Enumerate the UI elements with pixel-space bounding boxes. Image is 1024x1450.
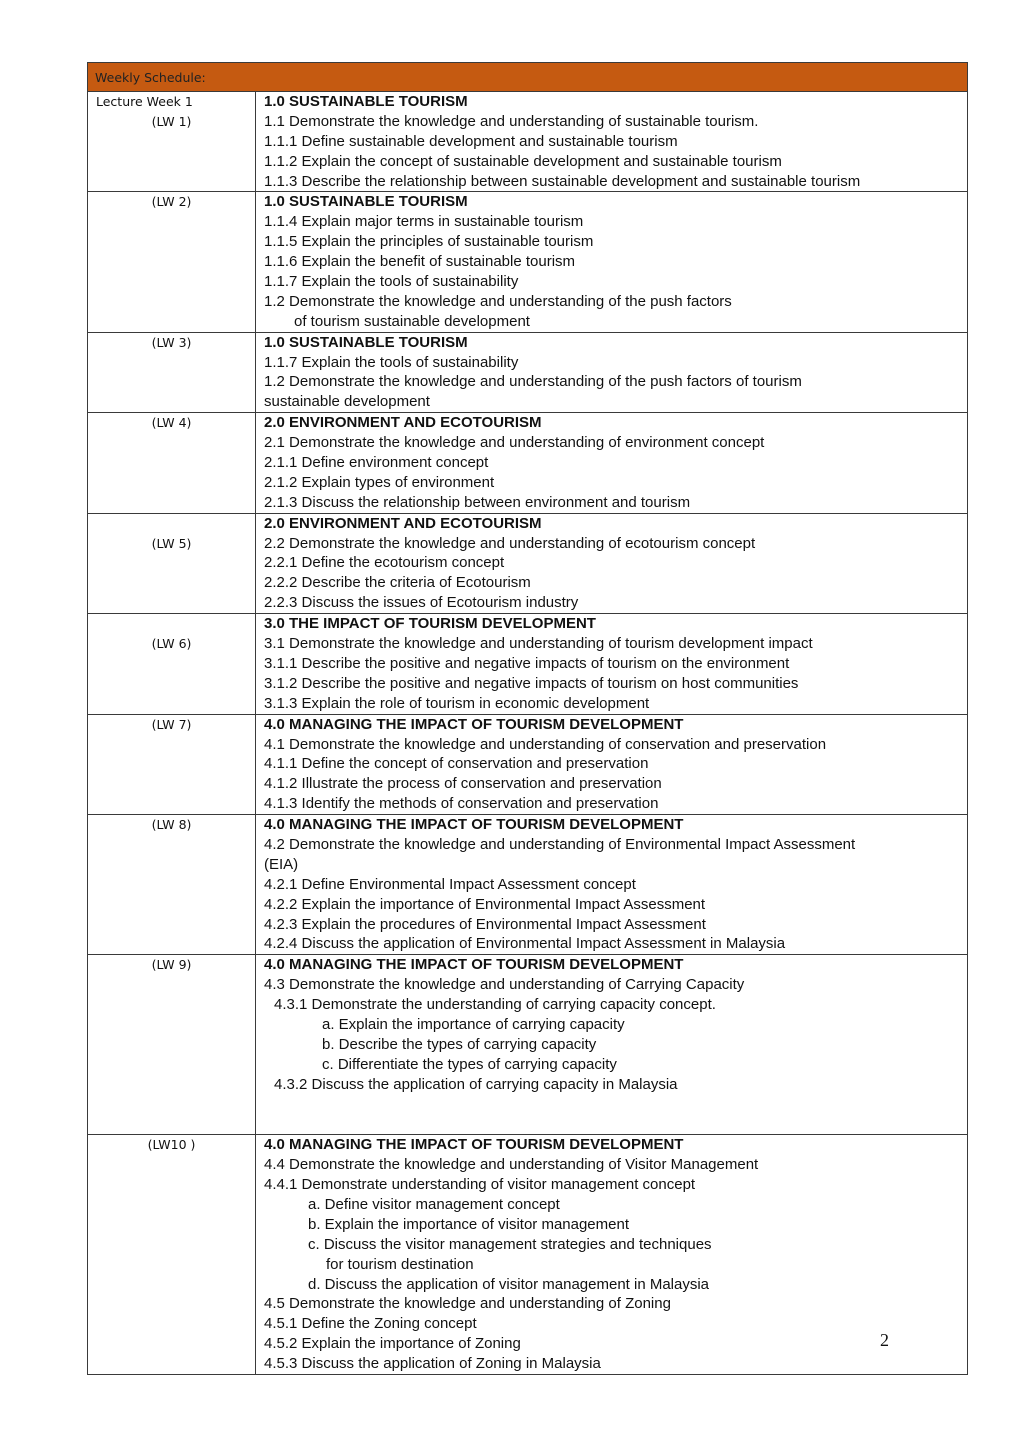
topic-line: 4.2.2 Explain the importance of Environmental Impact Assessment [264,895,706,913]
topic-line: 4.1.2 Illustrate the process of conservation and preservation [264,775,662,793]
schedule-row [88,332,968,413]
topic-line: 4.5 Demonstrate the knowledge and understanding of Zoning [264,1295,671,1313]
topic-cell [256,192,968,332]
schedule-header-row [88,63,968,92]
topic-line: 2.2.3 Discuss the issues of Ecotourism industry [264,594,579,612]
topic-line: 4.3.2 Discuss the application of carrying capacity in Malaysia [274,1075,678,1093]
topic-line: 1.1.7 Explain the tools of sustainability [264,353,519,371]
topic-line: a. Explain the importance of carrying capacity [322,1015,625,1033]
topic-line: 4.2.1 Define Environmental Impact Assessment concept [264,875,636,893]
topic-heading: 3.0 THE IMPACT OF TOURISM DEVELOPMENT [264,615,596,633]
topic-cell [256,413,968,513]
topic-line: c. Differentiate the types of carrying capacity [322,1055,617,1073]
topic-line: 4.2 Demonstrate the knowledge and understanding of Environmental Impact Assessment [264,835,856,853]
topic-line: (EIA) [264,855,299,873]
week-label: (LW 2) [151,194,192,210]
week-label: (LW 8) [151,817,192,833]
topic-line: 1.1 Demonstrate the knowledge and understanding of sustainable tourism. [264,112,759,130]
week-label: (LW 6) [151,636,192,652]
topic-cell [256,714,968,814]
topic-line: 1.1.2 Explain the concept of sustainable development and sustainable tourism [264,152,782,170]
topic-cell [256,332,968,413]
schedule-row [88,714,968,814]
topic-line: 1.1.4 Explain major terms in sustainable tourism [264,213,584,231]
topic-line: 4.3.1 Demonstrate the understanding of carrying capacity concept. [274,996,716,1014]
week-label: (LW 1) [151,114,192,129]
topic-line: 2.1 Demonstrate the knowledge and understanding of environment concept [264,434,765,452]
topic-line: of tourism sustainable development [294,312,530,330]
topic-heading: 2.0 ENVIRONMENT AND ECOTOURISM [264,414,542,432]
schedule-header: Weekly Schedule: [88,63,968,92]
topic-heading: 1.0 SUSTAINABLE TOURISM [264,93,468,110]
topic-line: 2.2.1 Define the ecotourism concept [264,554,505,572]
week-cell [88,1135,256,1375]
schedule-row [88,1135,968,1375]
topic-line: 4.1.3 Identify the methods of conservation and preservation [264,795,659,813]
topic-line: a. Define visitor management concept [308,1195,560,1213]
page-number: 2 [880,1330,889,1350]
topic-line: 4.5.3 Discuss the application of Zoning in Malaysia [264,1355,601,1373]
topic-cell [256,513,968,613]
topic-line: 1.2 Demonstrate the knowledge and understanding of the push factors [264,292,732,310]
topic-line: 3.1 Demonstrate the knowledge and understanding of tourism development impact [264,635,813,653]
topic-line: 4.1 Demonstrate the knowledge and understanding of conservation and preservation [264,735,827,753]
topic-heading: 4.0 MANAGING THE IMPACT OF TOURISM DEVELOPMENT [264,715,684,733]
topic-heading: 2.0 ENVIRONMENT AND ECOTOURISM [264,514,542,532]
week-label: (LW 4) [151,415,192,431]
schedule-row [88,955,968,1135]
week-cell [88,192,256,332]
schedule-row [88,513,968,613]
topic-line: 1.1.1 Define sustainable development and sustainable tourism [264,132,678,150]
topic-heading: 4.0 MANAGING THE IMPACT OF TOURISM DEVELOPMENT [264,1136,684,1154]
week-label: (LW 9) [151,957,192,973]
schedule-row [88,815,968,955]
topic-line: 1.1.6 Explain the benefit of sustainable tourism [264,253,576,271]
topic-cell [256,815,968,955]
topic-line: c. Discuss the visitor management strategies and techniques [308,1235,712,1253]
week-label: (LW 3) [151,334,192,350]
topic-line: 1.2 Demonstrate the knowledge and understanding of the push factors of tourism [264,373,802,391]
topic-line: 4.1.1 Define the concept of conservation and preservation [264,755,649,773]
week-label: (LW 7) [151,716,192,732]
schedule-row [88,92,968,192]
topic-line: 1.1.5 Explain the principles of sustainable tourism [264,233,594,251]
week-cell [88,955,256,1135]
topic-heading: 4.0 MANAGING THE IMPACT OF TOURISM DEVELOPMENT [264,816,684,834]
topic-line: b. Describe the types of carrying capacity [322,1035,597,1053]
week-label: Lecture Week 1 [96,94,193,109]
topic-cell [256,92,968,192]
schedule-row [88,413,968,513]
topic-line: 3.1.2 Describe the positive and negative impacts of tourism on host communities [264,674,799,692]
topic-line: 2.2 Demonstrate the knowledge and understanding of ecotourism concept [264,534,756,552]
topic-line: 4.3 Demonstrate the knowledge and understanding of Carrying Capacity [264,976,745,994]
week-cell [88,332,256,413]
topic-line: 4.4.1 Demonstrate understanding of visitor management concept [264,1176,696,1194]
topic-line: b. Explain the importance of visitor management [308,1215,629,1233]
schedule-row [88,192,968,332]
weekly-schedule-table [87,62,968,1375]
topic-heading: 1.0 SUSTAINABLE TOURISM [264,193,468,211]
topic-line [264,1114,967,1134]
topic-line: 2.1.1 Define environment concept [264,454,489,472]
week-label: (LW10 ) [147,1137,196,1153]
topic-cell [256,955,968,1135]
topic-line: 1.1.7 Explain the tools of sustainability [264,273,519,291]
week-cell [88,714,256,814]
topic-line: 1.1.3 Describe the relationship between sustainable development and sustainable tourism [264,172,861,190]
topic-line: 4.2.4 Discuss the application of Environmental Impact Assessment in Malaysia [264,935,786,953]
topic-heading: 4.0 MANAGING THE IMPACT OF TOURISM DEVELOPMENT [264,956,684,974]
week-cell [88,413,256,513]
week-cell [88,92,256,192]
topic-cell [256,1135,968,1375]
week-cell [88,513,256,613]
topic-line: 4.2.3 Explain the procedures of Environmental Impact Assessment [264,915,706,933]
week-label: (LW 5) [151,535,192,551]
topic-line: 2.2.2 Describe the criteria of Ecotourism [264,574,531,592]
topic-line: 3.1.3 Explain the role of tourism in economic development [264,694,650,712]
topic-line: 3.1.1 Describe the positive and negative impacts of tourism on the environment [264,654,790,672]
topic-heading: 1.0 SUSTAINABLE TOURISM [264,333,468,351]
schedule-row [88,614,968,714]
topic-cell [256,614,968,714]
topic-line: 4.5.1 Define the Zoning concept [264,1315,477,1333]
topic-line: d. Discuss the application of visitor management in Malaysia [308,1275,710,1293]
topic-line: 2.1.2 Explain types of environment [264,473,495,491]
topic-line [264,1095,967,1115]
topic-line: 4.4 Demonstrate the knowledge and understanding of Visitor Management [264,1156,759,1174]
topic-line: sustainable development [264,393,430,411]
week-cell [88,614,256,714]
topic-line: 4.5.2 Explain the importance of Zoning [264,1335,521,1353]
topic-line: for tourism destination [326,1255,474,1273]
week-cell [88,815,256,955]
topic-line: 2.1.3 Discuss the relationship between environment and tourism [264,493,691,511]
